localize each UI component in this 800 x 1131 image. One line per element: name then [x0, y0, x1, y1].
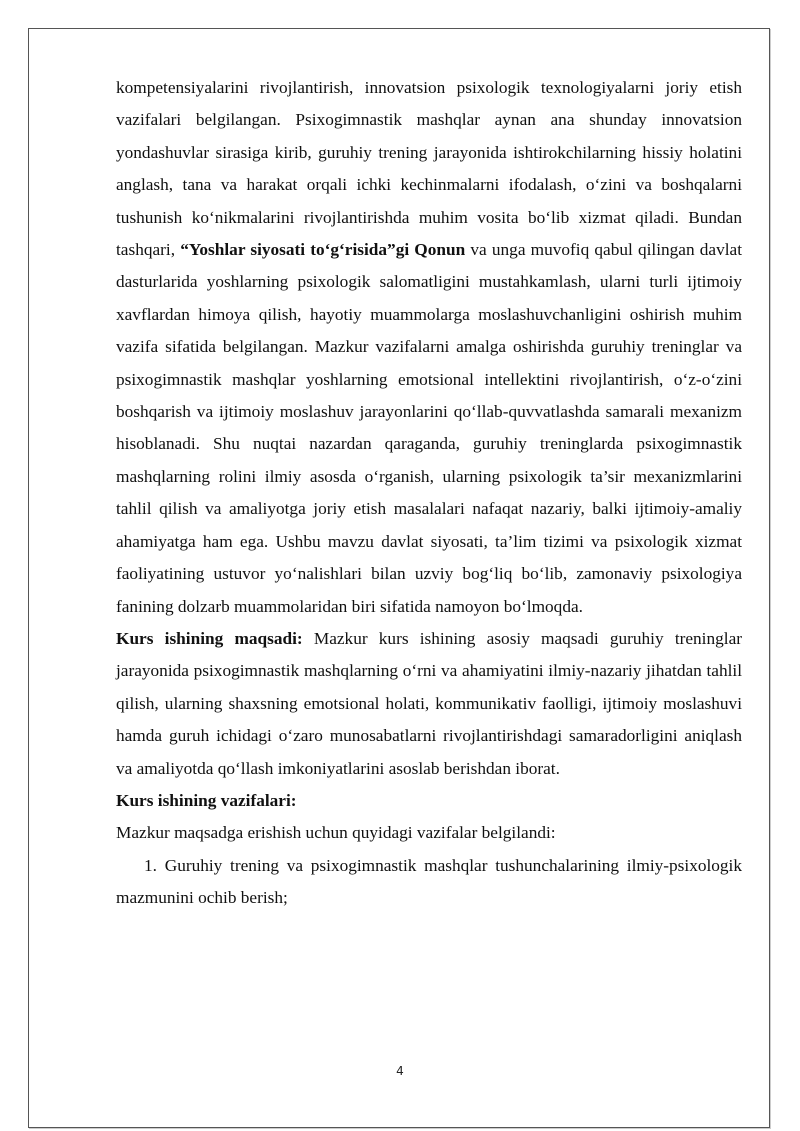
goal-paragraph [116, 623, 742, 785]
document-body [116, 72, 742, 915]
law-title: “Yoshlar siyosati to‘g‘risida”gi Qonun [180, 240, 466, 260]
page-number: 4 [396, 1064, 404, 1078]
task-item-text: Guruhiy trening va psixogimnastik mashqlar tushunchalarining ilmiy-psixologik mazmunini ochib berish; [116, 855, 742, 908]
intro-paragraph [116, 72, 742, 623]
intro-text-start: kompetensiyalarini rivojlantirish, innovatsion psixologik texnologiyalarni joriy etish vazifalari belgilangan. Psixogimnastik mashqlar aynan ana shunday innovatsion yondashuvlar sirasiga kirib, guruhiy trening jarayonida ishtirokchilarning hissiy holatini anglash, tana va harakat orqali ichki kechinmalarni ifodalash, o‘zini va boshqalarni tushunish ko‘nikmalarini rivojlantirishda muhim vosita bo‘lib xizmat qiladi. Bundan tashqari, [116, 78, 742, 260]
task-item-number: 1. [144, 855, 157, 875]
intro-text-end: va unga muvofiq qabul qilingan davlat dasturlarida yoshlarning psixologik salomatligini mustahkamlash, ularni turli ijtimoiy xavflardan himoya qilish, hayotiy muammolarga moslashuvchanligini oshirish muhim vazifa sifatida belgilangan. Mazkur vazifalarni amalga oshirishda guruhiy treninglar va psixogimnastik mashqlar yoshlarning emotsional intellektini rivojlantirish, o‘z-o‘zini boshqarish va ijtimoiy moslashuv jarayonlarini qo‘llab-quvvatlashda samarali mexanizm hisoblanadi. Shu nuqtai nazardan qaraganda, guruhiy treninglarda psixogimnastik mashqlarning rolini ilmiy asosda o‘rganish, ularning psixologik ta’sir mexanizmlarini tahlil qilish va amaliyotga joriy etish masalalari nafaqat nazariy, balki ijtimoiy-amaliy ahamiyatga ham ega. Ushbu mavzu davlat siyosati, ta’lim tizimi va psixologik xizmat faoliyatining ustuvor yo‘nalishlari bilan uzviy bog‘liq bo‘lib, zamonaviy psixologiya fanining dolzarb muammolaridan biri sifatida namoyon bo‘lmoqda. [116, 240, 742, 616]
task-item [116, 850, 742, 915]
tasks-heading: Kurs ishining vazifalari: [116, 790, 297, 810]
goal-heading: Kurs ishining maqsadi: [116, 628, 303, 648]
goal-text: Mazkur kurs ishining asosiy maqsadi guruhiy treninglar jarayonida psixogimnastik mashqlarning o‘rni va ahamiyatini ilmiy-nazariy jihatdan tahlil qilish, ularning shaxsning emotsional holati, kommunikativ faolligi, ijtimoiy moslashuvi hamda guruh ichidagi o‘zaro munosabatlarni rivojlantirishdagi samaradorligini aniqlash va amaliyotda qo‘llash imkoniyatlarini asoslab berishdan iborat. [116, 628, 742, 778]
tasks-heading-line [116, 785, 742, 817]
tasks-intro: Mazkur maqsadga erishish uchun quyidagi vazifalar belgilandi: [116, 823, 556, 843]
